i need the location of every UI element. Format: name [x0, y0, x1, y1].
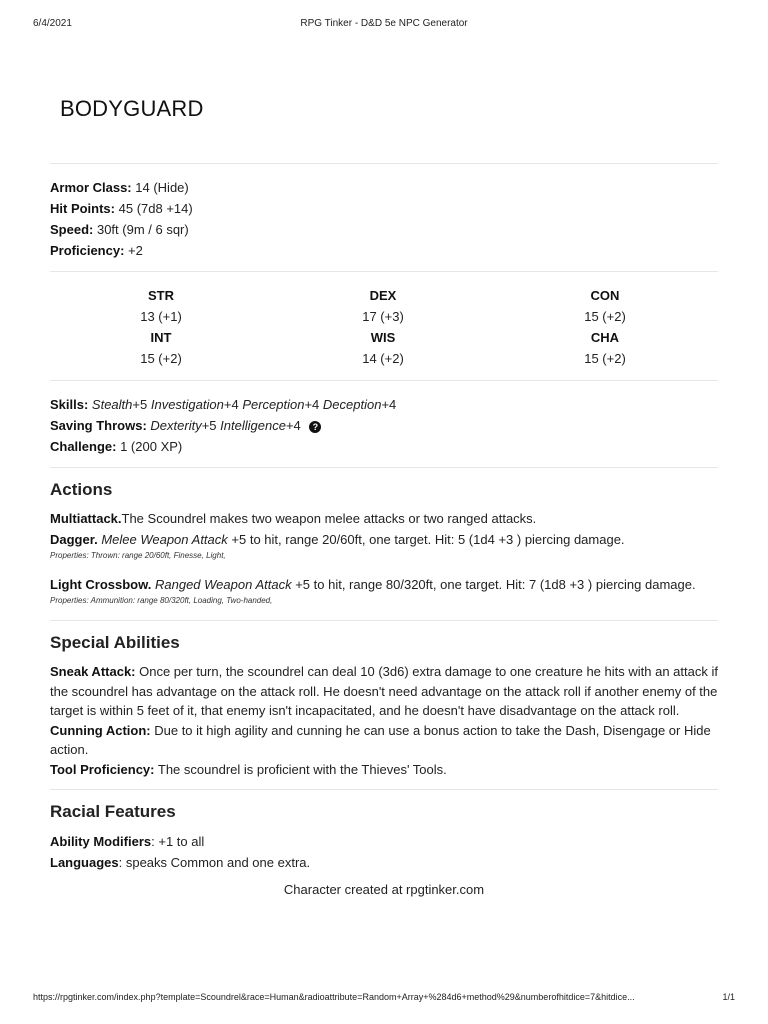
tool-proficiency-label: Tool Proficiency:: [50, 761, 155, 777]
divider: [50, 789, 718, 790]
racial-features-heading: Racial Features: [50, 802, 176, 821]
ability-scores: [50, 285, 718, 369]
save-name: Dexterity: [150, 418, 202, 433]
armor-class-line: [50, 177, 718, 198]
skills-label: Skills:: [50, 397, 89, 412]
skill-name: Perception: [242, 397, 305, 412]
save-bonus: +4: [285, 418, 301, 433]
ability-score-con: 15 (+2): [584, 309, 626, 324]
hit-points-line: [50, 198, 718, 219]
ability-name-cha: CHA: [590, 330, 620, 345]
dagger-line: [50, 529, 718, 550]
skill-name: Stealth: [91, 397, 133, 412]
crossbow-attack-type: Ranged Weapon Attack: [154, 577, 292, 592]
languages-line: [50, 852, 718, 873]
print-page-number: 1/1: [722, 992, 735, 1002]
saving-throws-line: [50, 415, 718, 436]
print-date: 6/4/2021: [33, 18, 72, 29]
crossbow-block: [50, 574, 718, 607]
divider: [50, 271, 718, 272]
challenge-value: 1 (200 XP): [120, 439, 183, 454]
divider: [50, 380, 718, 381]
cunning-action-text: Due to it high agility and cunning he can use a bonus action to take the Dash, Disengage or Hide action.: [50, 722, 711, 757]
ability-score-dex: 17 (+3): [362, 309, 404, 324]
question-circle-icon[interactable]: ?: [309, 421, 321, 433]
skill-bonus: +4: [223, 397, 239, 412]
ability-name-wis: WIS: [370, 330, 396, 345]
speed-value: 30ft (9m / 6 sqr): [96, 222, 189, 237]
divider: [50, 620, 718, 621]
skill-bonus: +4: [381, 397, 397, 412]
ability-modifiers-line: [50, 831, 718, 852]
proficiency-line: [50, 240, 718, 261]
ability-names-row: [50, 327, 718, 348]
tool-proficiency-entry: [50, 760, 718, 780]
ability-scores-row: [50, 348, 718, 369]
dagger-properties: Properties: Thrown: range 20/60ft, Finesse, Light,: [50, 551, 226, 560]
ability-name-con: CON: [590, 288, 620, 303]
save-bonus: +5: [201, 418, 217, 433]
special-abilities-heading: Special Abilities: [50, 633, 180, 652]
save-name: Intelligence: [220, 418, 286, 433]
crossbow-properties: Properties: Ammunition: range 80/320ft, Loading, Two-handed,: [50, 596, 273, 605]
sneak-attack-text: Once per turn, the scoundrel can deal 10 (3d6) extra damage to one creature he hits with an attack if the scoundrel has advantage on the attack roll. He doesn't need advantage on the attack roll if another enemy of the target is within 5 feet of it, that enemy isn't incapacitated, and he doesn't have disadvantage on the attack roll.: [50, 664, 718, 718]
divider: [50, 163, 718, 164]
npc-name: BODYGUARD: [60, 96, 204, 121]
ability-name-dex: DEX: [369, 288, 397, 303]
multiattack-label: Multiattack.: [50, 511, 122, 526]
saving-throws-label: Saving Throws:: [50, 418, 147, 433]
cunning-action-entry: [50, 721, 718, 760]
divider: [50, 467, 718, 468]
ability-score-str: 13 (+1): [140, 309, 182, 324]
skills-block: [50, 394, 718, 457]
credit-line: Character created at rpgtinker.com: [283, 882, 485, 897]
ability-modifiers-text: : +1 to all: [151, 834, 205, 849]
sneak-attack-entry: [50, 662, 718, 721]
dagger-attack-type: Melee Weapon Attack: [101, 532, 228, 547]
core-stats: [50, 177, 718, 261]
crossbow-label: Light Crossbow.: [50, 577, 152, 592]
ability-scores-row: [50, 306, 718, 327]
proficiency-value: +2: [128, 243, 143, 258]
hit-points-value: 45 (7d8 +14): [118, 201, 193, 216]
racial-features-block: [50, 831, 718, 873]
ability-name-str: STR: [148, 288, 174, 303]
speed-label: Speed:: [50, 222, 94, 237]
skill-bonus: +4: [304, 397, 320, 412]
challenge-line: [50, 436, 718, 457]
ability-score-wis: 14 (+2): [362, 351, 404, 366]
multiattack-line: [50, 508, 718, 529]
speed-line: [50, 219, 718, 240]
languages-label: Languages: [50, 855, 119, 870]
print-header: [0, 18, 768, 32]
skill-bonus: +5: [132, 397, 148, 412]
tool-proficiency-text: The scoundrel is proficient with the Thieves' Tools.: [157, 761, 447, 777]
ability-score-cha: 15 (+2): [584, 351, 626, 366]
dagger-label: Dagger.: [50, 532, 98, 547]
skill-name: Deception: [322, 397, 382, 412]
crossbow-line: [50, 574, 718, 595]
skill-name: Investigation: [150, 397, 224, 412]
crossbow-text: +5 to hit, range 80/320ft, one target. Hit: 7 (1d8 +3 ) piercing damage.: [295, 577, 696, 592]
proficiency-label: Proficiency:: [50, 243, 125, 258]
hit-points-label: Hit Points:: [50, 201, 115, 216]
challenge-label: Challenge:: [50, 439, 117, 454]
ability-names-row: [50, 285, 718, 306]
actions-heading: Actions: [50, 480, 113, 499]
ability-modifiers-label: Ability Modifiers: [50, 834, 152, 849]
cunning-action-label: Cunning Action:: [50, 722, 151, 738]
languages-text: : speaks Common and one extra.: [118, 855, 311, 870]
dagger-text: +5 to hit, range 20/60ft, one target. Hit: 5 (1d4 +3 ) piercing damage.: [231, 532, 625, 547]
actions-block: [50, 508, 718, 562]
multiattack-text: The Scoundrel makes two weapon melee attacks or two ranged attacks.: [121, 511, 537, 526]
ability-score-int: 15 (+2): [140, 351, 182, 366]
skills-line: [50, 394, 718, 415]
print-url: https://rpgtinker.com/index.php?template=Scoundrel&race=Human&radioattribute=Random+Array+%284d6+method%29&numberofhitdice=7&hitdice...: [33, 992, 635, 1002]
sneak-attack-label: Sneak Attack:: [50, 664, 136, 679]
armor-class-label: Armor Class:: [50, 180, 132, 195]
armor-class-value: 14 (Hide): [135, 180, 189, 195]
print-title: RPG Tinker - D&D 5e NPC Generator: [300, 18, 468, 29]
ability-name-int: INT: [150, 330, 172, 345]
special-abilities-block: [50, 662, 718, 779]
